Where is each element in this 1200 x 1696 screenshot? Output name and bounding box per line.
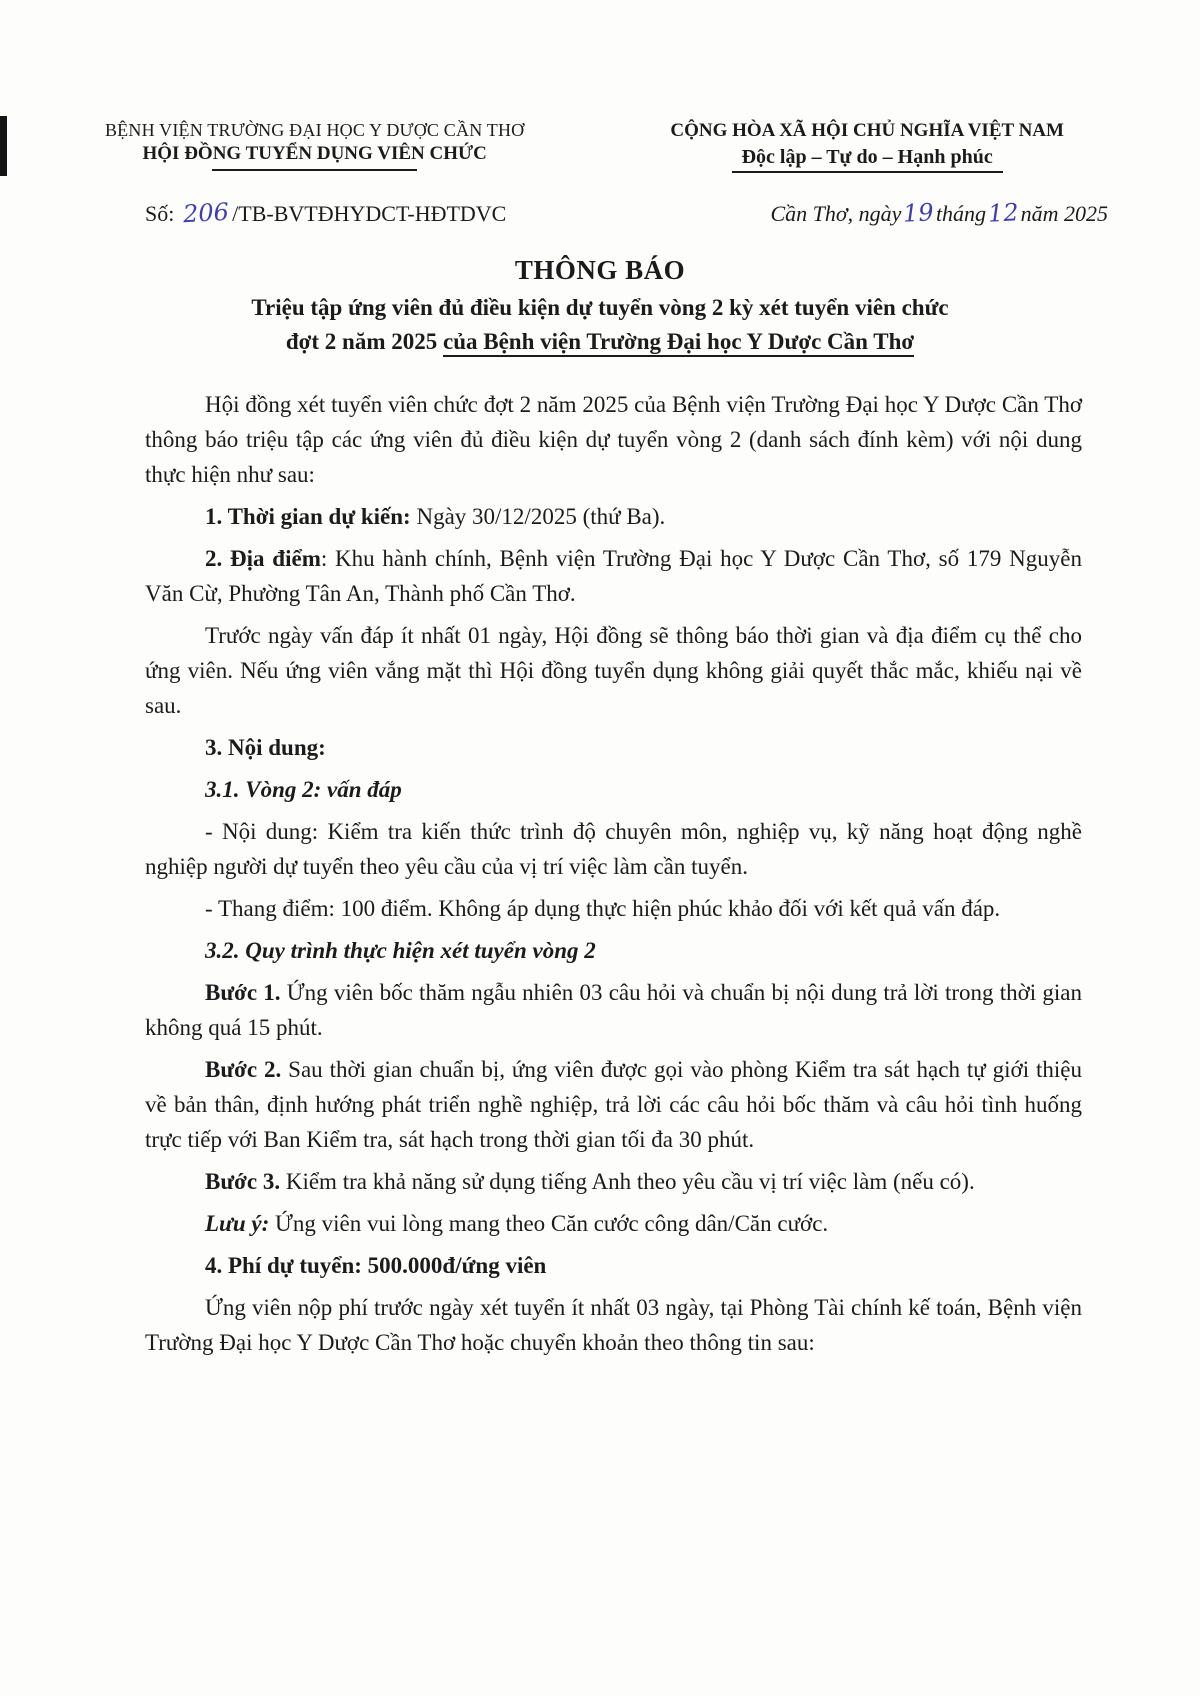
para-fee-payment (145, 1290, 1082, 1360)
dateline (770, 199, 1108, 227)
document-title: THÔNG BÁO (514, 255, 686, 285)
country-name: CỘNG HÒA XÃ HỘI CHỦ NGHĨA VIỆT NAM (670, 120, 1064, 141)
paragraph-text: Hội đồng xét tuyển viên chức đợt 2 năm 2025 của Bệnh viện Trường Đại học Y Dược Cần Thơ thông báo triệu tập các ứng viên đủ điều kiện dự tuyển vòng 2 (danh sách đính kèm) với nội dung thực hiện như sau: (145, 392, 1082, 487)
paragraph-lead: Lưu ý: (205, 1211, 270, 1236)
scan-artifact (0, 116, 7, 176)
paragraph-text: Sau thời gian chuẩn bị, ứng viên được gọi vào phòng Kiểm tra sát hạch tự giới thiệu về bản thân, định hướng phát triển nghề nghiệp, trả lời các câu hỏi bốc thăm và câu hỏi tình huống trực tiếp với Ban Kiểm tra, sát hạch trong thời gian tối đa 30 phút. (145, 1057, 1082, 1152)
paragraph-text: - Thang điểm: 100 điểm. Không áp dụng thực hiện phúc khảo đối với kết quả vấn đáp. (205, 896, 1001, 921)
paragraph-lead: 4. Phí dự tuyển: 500.000đ/ứng viên (205, 1253, 547, 1278)
dateline-month-label: tháng (935, 201, 987, 226)
subtitle-line1: Triệu tập ứng viên đủ điều kiện dự tuyển vòng 2 kỳ xét tuyển viên chức (251, 295, 949, 320)
heading-round2-interview (145, 772, 1082, 807)
paragraph-lead: Bước 2. (205, 1057, 282, 1082)
paragraph-text: : Khu hành chính, Bệnh viện Trường Đại học Y Dược Cần Thơ, số 179 Nguyễn Văn Cừ, Phường Tân An, Thành phố Cần Thơ. (145, 546, 1082, 606)
para-step3 (145, 1164, 1082, 1199)
heading-procedure (145, 933, 1082, 968)
para-scoring (145, 891, 1082, 926)
subtitle-line2 (0, 325, 1200, 359)
dateline-place: Cần Thơ, ngày (770, 201, 902, 226)
dateline-year: năm 2025 (1020, 201, 1108, 226)
paragraph-text: Ngày 30/12/2025 (thứ Ba). (410, 504, 666, 529)
paragraph-text: Trước ngày vấn đáp ít nhất 01 ngày, Hội đồng sẽ thông báo thời gian và địa điểm cụ thể cho ứng viên. Nếu ứng viên vắng mặt thì Hội đồng tuyển dụng không giải quyết thắc mắc, khiếu nại về sau. (145, 623, 1082, 718)
dateline-month-handwritten: 12 (987, 198, 1020, 228)
para-location (145, 541, 1082, 611)
heading-content (145, 730, 1082, 765)
document-number-suffix: /TB-BVTĐHYDCT-HĐTDVC (232, 201, 507, 226)
heading-fee (145, 1248, 1082, 1283)
para-step1 (145, 975, 1082, 1045)
document-header (0, 0, 1200, 173)
para-step2 (145, 1052, 1082, 1157)
paragraph-lead: 3.1. Vòng 2: vấn đáp (205, 777, 402, 802)
paragraph-text: Ứng viên nộp phí trước ngày xét tuyển ít nhất 03 ngày, tại Phòng Tài chính kế toán, Bệnh viện Trường Đại học Y Dược Cần Thơ hoặc chuyển khoản theo thông tin sau: (145, 1295, 1082, 1355)
paragraph-text: - Nội dung: Kiểm tra kiến thức trình độ chuyên môn, nghiệp vụ, kỹ năng hoạt động nghề nghiệp người dự tuyển theo yêu cầu của vị trí việc làm cần tuyển. (145, 819, 1082, 879)
document-number-handwritten: 206 (182, 197, 230, 229)
paragraph-text: Ứng viên vui lòng mang theo Căn cước công dân/Căn cước. (269, 1211, 829, 1236)
document-meta-row (145, 199, 1108, 227)
paragraph-lead: Bước 3. (205, 1169, 281, 1194)
para-note (145, 1206, 1082, 1241)
paragraph-lead: 3.2. Quy trình thực hiện xét tuyển vòng 2 (205, 938, 596, 963)
document-body (145, 387, 1082, 1360)
para-intro (145, 387, 1082, 492)
para-notice-before-interview (145, 618, 1082, 723)
subtitle-line2-underlined: của Bệnh viện Trường Đại học Y Dược Cần Thơ (443, 329, 914, 357)
paragraph-lead: 3. Nội dung: (205, 735, 326, 760)
subtitle-line2-plain: đợt 2 năm 2025 (285, 329, 443, 354)
dateline-day-handwritten: 19 (902, 198, 935, 228)
document-subtitle (0, 291, 1200, 359)
paragraph-lead: Bước 1. (205, 980, 281, 1005)
national-motto-block (574, 120, 1160, 173)
national-motto: Độc lập – Tự do – Hạnh phúc (732, 146, 1003, 173)
council-name: HỘI ĐỒNG TUYỂN DỤNG VIÊN CHỨC (142, 143, 487, 164)
document-number-prefix: Số: (145, 201, 175, 226)
agency-name: BỆNH VIỆN TRƯỜNG ĐẠI HỌC Y DƯỢC CẦN THƠ (104, 120, 525, 140)
issuing-agency-block (55, 120, 574, 173)
para-expected-time (145, 499, 1082, 534)
paragraph-lead: 1. Thời gian dự kiến: (205, 504, 411, 529)
paragraph-text: Kiểm tra khả năng sử dụng tiếng Anh theo yêu cầu vị trí việc làm (nếu có). (280, 1169, 975, 1194)
document-number (145, 199, 506, 227)
header-underline (212, 169, 417, 171)
paragraph-lead: 2. Địa điểm (205, 546, 321, 571)
paragraph-text: Ứng viên bốc thăm ngẫu nhiên 03 câu hỏi và chuẩn bị nội dung trả lời trong thời gian không quá 15 phút. (145, 980, 1083, 1040)
para-interview-content (145, 814, 1082, 884)
